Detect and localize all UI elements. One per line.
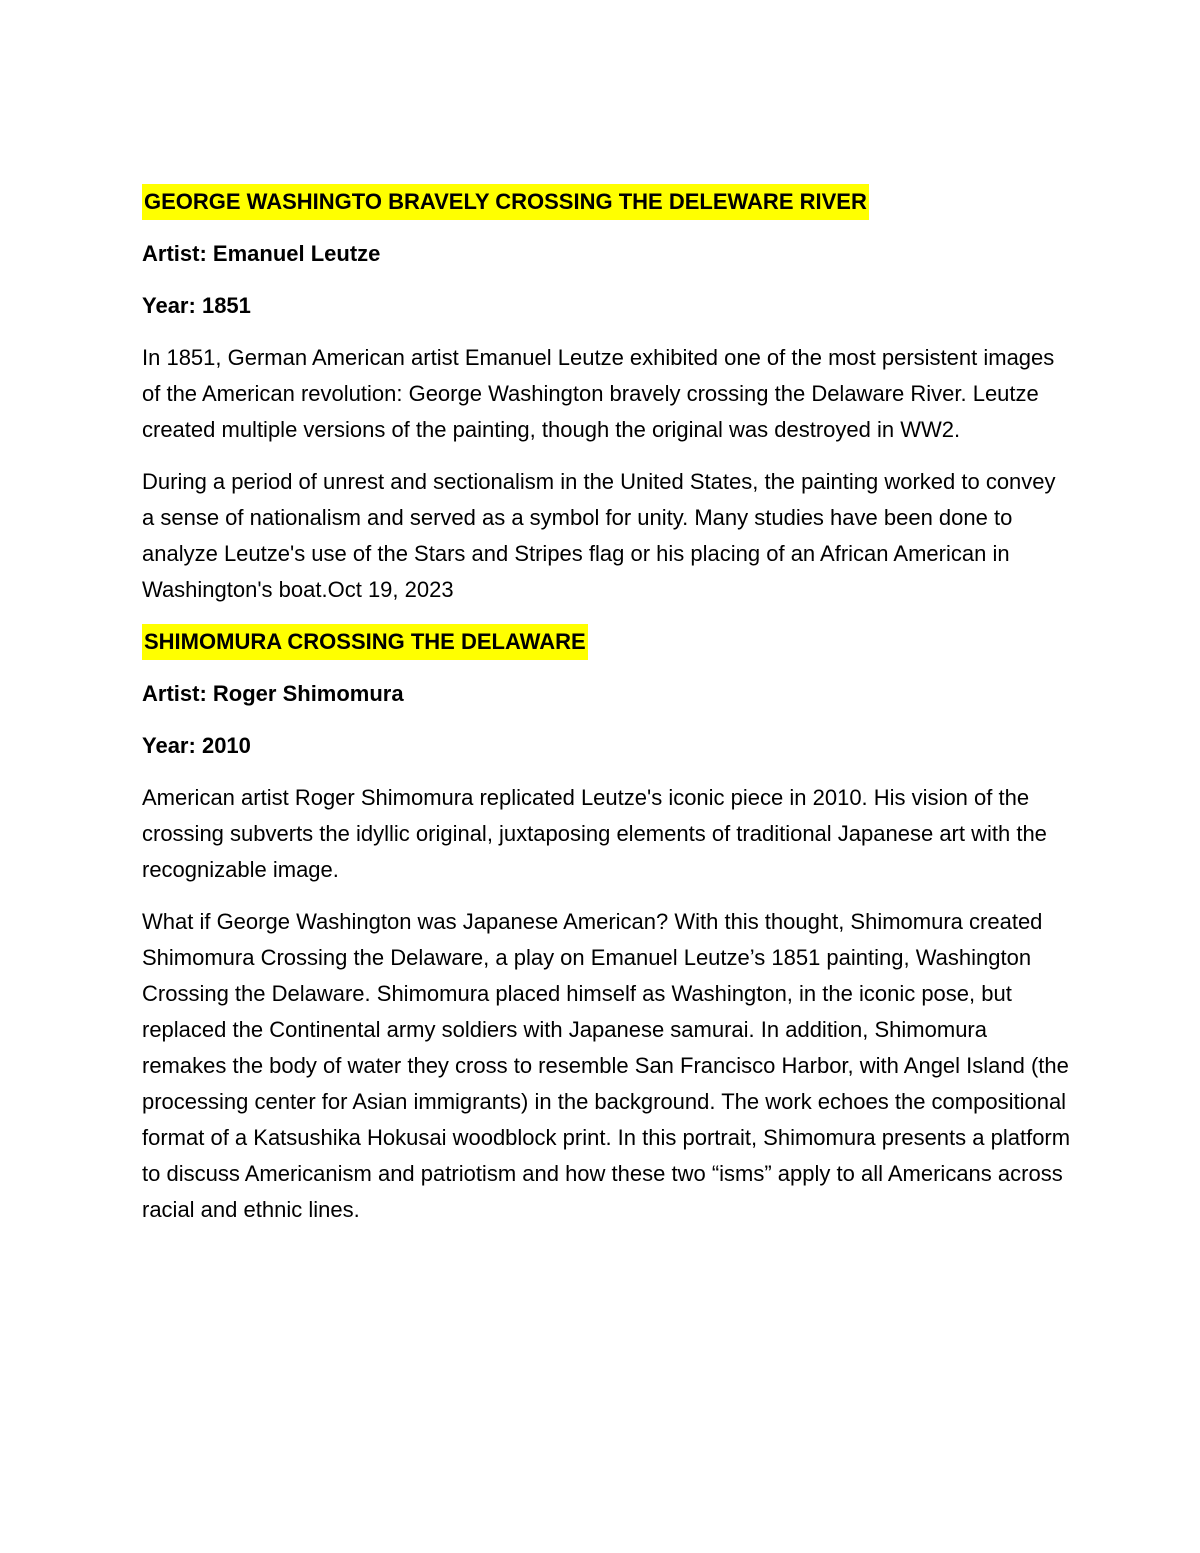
section-2-heading: [142, 624, 1072, 660]
artist-line: [142, 236, 1072, 272]
section-title: GEORGE WASHINGTO BRAVELY CROSSING THE DELEWARE RIVER: [142, 184, 869, 220]
paragraph: What if George Washington was Japanese American? With this thought, Shimomura created Shimomura Crossing the Delaware, a play on Emanuel Leutze’s 1851 painting, Washington Crossing the Delaware. Shimomura placed himself as Washington, in the iconic pose, but replaced the Continental army soldiers with Japanese samurai. In addition, Shimomura remakes the body of water they cross to resemble San Francisco Harbor, with Angel Island (the processing center for Asian immigrants) in the background. The work echoes the compositional format of a Katsushika Hokusai woodblock print. In this portrait, Shimomura presents a platform to discuss Americanism and patriotism and how these two “isms” apply to all Americans across racial and ethnic lines.: [142, 909, 1071, 1222]
paragraph: In 1851, German American artist Emanuel Leutze exhibited one of the most persistent images of the American revolution: George Washington bravely crossing the Delaware River. Leutze created multiple versions of the painting, though the original was destroyed in WW2.: [142, 345, 1055, 442]
artist-label: Artist:: [142, 681, 207, 706]
year-label: Year:: [142, 733, 196, 758]
artist-name: Roger Shimomura: [212, 681, 404, 706]
year-value: 1851: [201, 293, 251, 318]
year-label: Year:: [142, 293, 196, 318]
section-1-heading: [142, 184, 1072, 220]
year-line: [142, 288, 1072, 324]
year-line: [142, 728, 1072, 764]
year-value: 2010: [201, 733, 251, 758]
document-body: [142, 184, 1072, 1244]
paragraph: During a period of unrest and sectionalism in the United States, the painting worked to convey a sense of nationalism and served as a symbol for unity. Many studies have been done to analyze Leutze's use of the Stars and Stripes flag or his placing of an African American in Washington's boat.Oct 19, 2023: [142, 469, 1056, 602]
artist-line: [142, 676, 1072, 712]
section-title: SHIMOMURA CROSSING THE DELAWARE: [142, 624, 588, 660]
paragraph: American artist Roger Shimomura replicated Leutze's iconic piece in 2010. His vision of the crossing subverts the idyllic original, juxtaposing elements of traditional Japanese art with the recognizable image.: [142, 785, 1047, 882]
artist-name: Emanuel Leutze: [212, 241, 381, 266]
artist-label: Artist:: [142, 241, 207, 266]
